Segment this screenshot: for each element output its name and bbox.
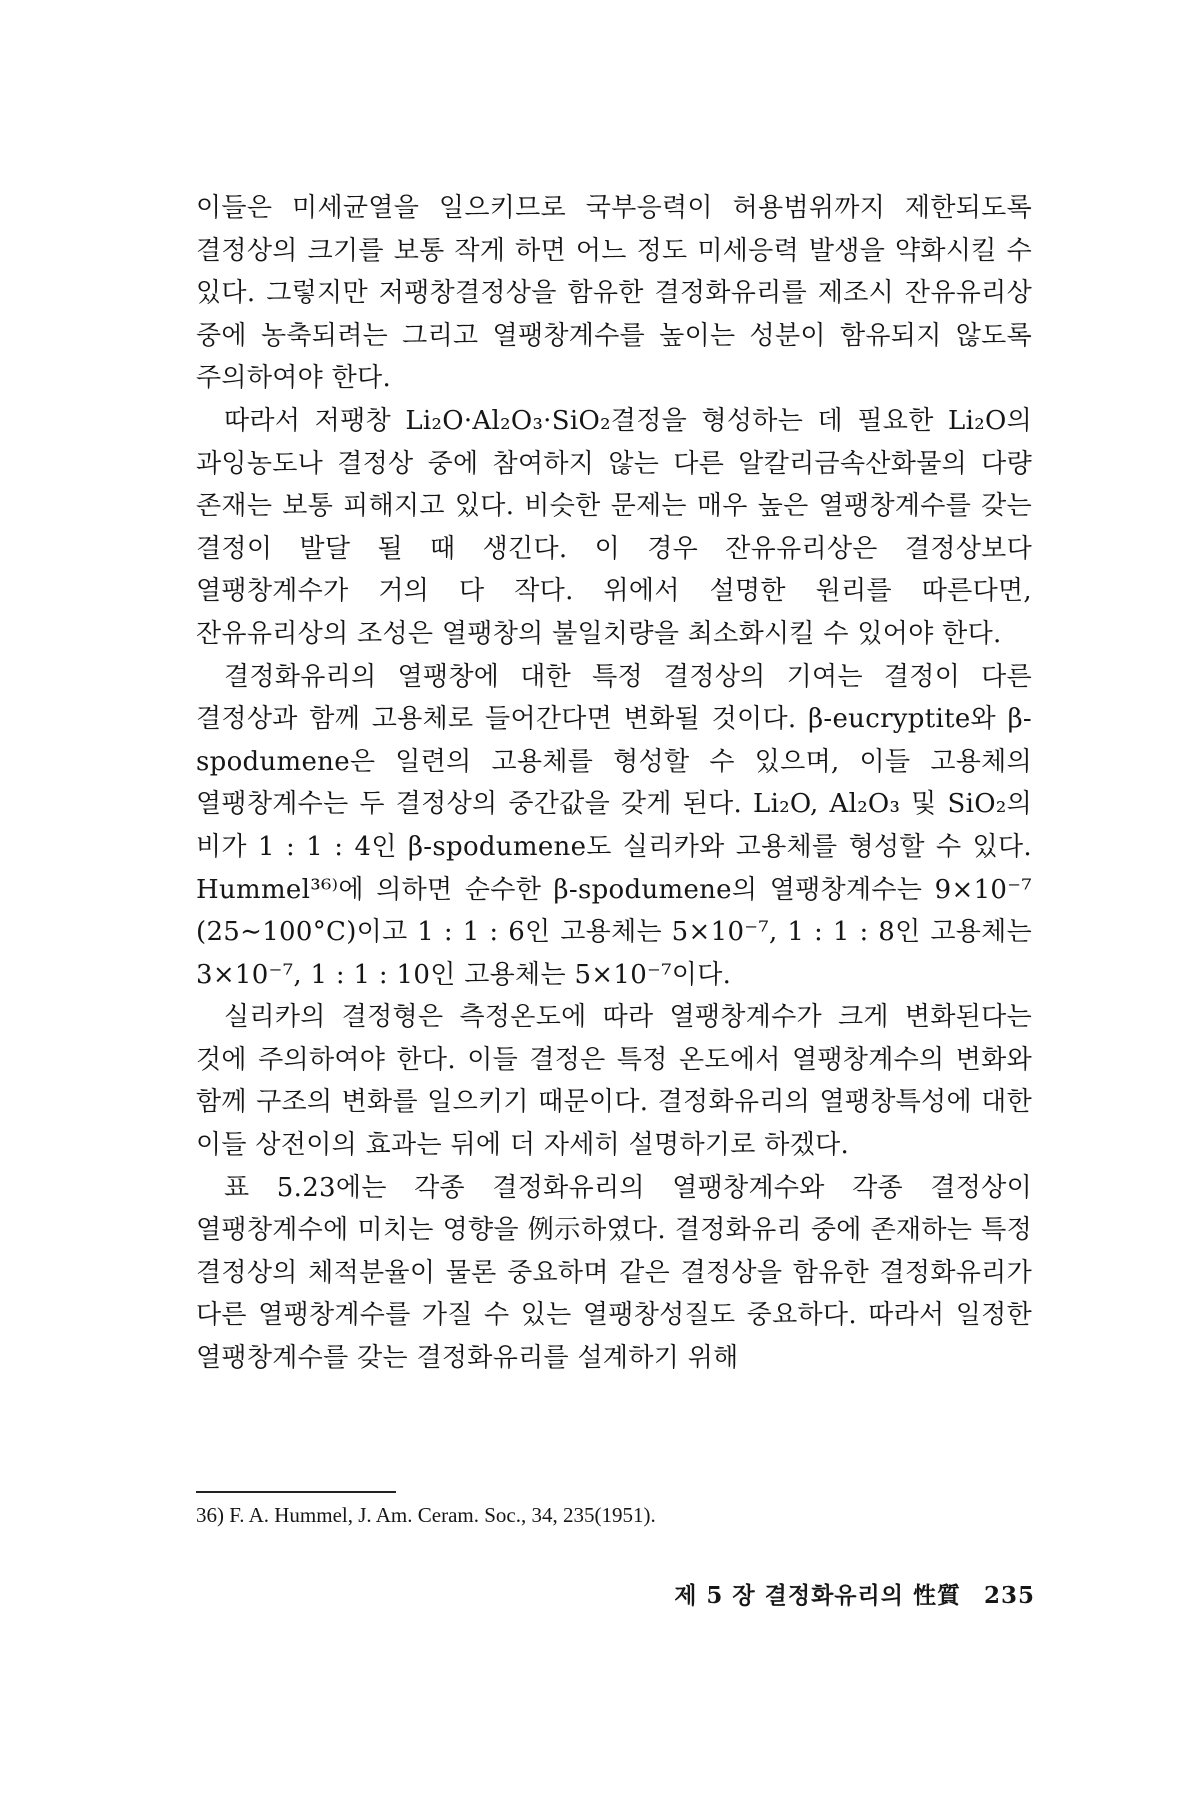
paragraph-1: 이들은 미세균열을 일으키므로 국부응력이 허용범위까지 제한되도록 결정상의 크기를 보통 작게 하면 어느 정도 미세응력 발생을 약화시킬 수 있다. 그렇지만 저팽창결정상을 함유한 결정화유리를 제조시 잔유유리상 중에 농축되려는 그리고 열팽창계수를 높이는 성분이 함유되지 않도록 주의하여야 한다. (196, 193, 1032, 394)
running-head: 제 5 장 결정화유리의 性質 (674, 1582, 961, 1609)
paragraph-2: 따라서 저팽창 Li₂O·Al₂O₃·SiO₂결정을 형성하는 데 필요한 Li₂O의 과잉농도나 결정상 중에 참여하지 않는 다른 알칼리금속산화물의 다량 존재는 보통 피해지고 있다. 비슷한 문제는 매우 높은 열팽창계수를 갖는 결정이 발달 될 때 생긴다. 이 경우 잔유유리상은 결정상보다 열팽창계수가 거의 다 작다. 위에서 설명한 원리를 따른다면, 잔유유리상의 조성은 열팽창의 불일치량을 최소화시킬 수 있어야 한다. (196, 405, 1032, 649)
paragraph-3: 결정화유리의 열팽창에 대한 특정 결정상의 기여는 결정이 다른 결정상과 함께 고용체로 들어간다면 변화될 것이다. β-eucryptite와 β-spodumene은 일련의 고용체를 형성할 수 있으며, 이들 고용체의 열팽창계수는 두 결정상의 중간값을 갖게 된다. Li₂O, Al₂O₃ 및 SiO₂의 비가 1 : 1 : 4인 β-spodumene도 실리카와 고용체를 형성할 수 있다. Hummel³⁶⁾에 의하면 순수한 β-spodumene의 열팽창계수는 9×10⁻⁷ (25∼100°C)이고 1 : 1 : 6인 고용체는 5×10⁻⁷, 1 : 1 : 8인 고용체는 3×10⁻⁷, 1 : 1 : 10인 고용체는 5×10⁻⁷이다. (196, 661, 1032, 990)
footnote (196, 1500, 1032, 1530)
body-text (196, 187, 1032, 1380)
footnote-text: F. A. Hummel, J. Am. Ceram. Soc., 34, 235(1951). (229, 1503, 656, 1527)
paragraph-5: 표 5.23에는 각종 결정화유리의 열팽창계수와 각종 결정상이 열팽창계수에 미치는 영향을 例示하였다. 결정화유리 중에 존재하는 특정 결정상의 체적분율이 물론 중요하며 같은 결정상을 함유한 결정화유리가 다른 열팽창계수를 가질 수 있는 열팽창성질도 중요하다. 따라서 일정한 열팽창계수를 갖는 결정화유리를 설계하기 위해 (196, 1172, 1032, 1374)
paragraph-4: 실리카의 결정형은 측정온도에 따라 열팽창계수가 크게 변화된다는 것에 주의하여야 한다. 이들 결정은 특정 온도에서 열팽창계수의 변화와 함께 구조의 변화를 일으키기 때문이다. 결정화유리의 열팽창특성에 대한 이들 상전이의 효과는 뒤에 더 자세히 설명하기로 하겠다. (196, 1002, 1032, 1161)
page-footer (674, 1581, 1035, 1611)
footnote-number: 36) (196, 1503, 224, 1527)
footnote-divider (196, 1491, 396, 1493)
page-number: 235 (983, 1582, 1035, 1609)
